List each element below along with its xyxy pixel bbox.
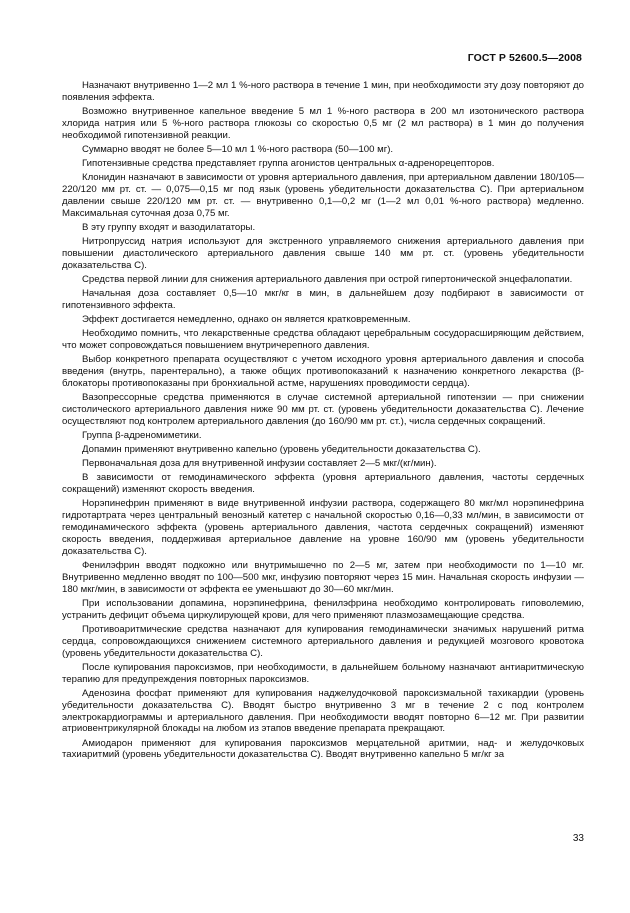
body-text bbox=[62, 80, 584, 764]
paragraph: В зависимости от гемодинамического эффекта (уровня артериального давления, частоты сердечных сокращений) изменяют скорость введения. bbox=[62, 472, 584, 496]
paragraph: Амиодарон применяют для купирования пароксизмов мерцательной аритмии, над- и желудочковых тахиаритмий (уровень убедительности доказательства С). Вводят внутривенно капельно 5 мг/кг за bbox=[62, 737, 584, 761]
paragraph: Первоначальная доза для внутривенной инфузии составляет 2—5 мкг/(кг/мин). bbox=[82, 458, 437, 470]
paragraph: Суммарно вводят не более 5—10 мл 1 %-ного раствора (50—100 мг). bbox=[82, 143, 394, 155]
paragraph: Выбор конкретного препарата осуществляют с учетом исходного уровня артериального давления и способа введения (внутрь, парентерально), а также общих противопоказаний к назначению конкретного лекарства (β-блокаторы противопоказаны при бронхиальной астме, нарушениях проводимости сердца). bbox=[62, 354, 584, 389]
page-number: 33 bbox=[572, 833, 584, 844]
paragraph: Средства первой линии для снижения артериального давления при острой гипертонической энцефалопатии. bbox=[82, 273, 573, 285]
paragraph: Группа β-адреномиметики. bbox=[82, 429, 202, 441]
paragraph: Назначают внутривенно 1—2 мл 1 %-ного раствора в течение 1 мин, при необходимости эту дозу повторяют до появления эффекта. bbox=[62, 80, 584, 103]
paragraph: Норэпинефрин применяют в виде внутривенной инфузии раствора, содержащего 80 мкг/мл норэпинефрина гидротартрата через центральный венозный катетер с начальной скоростью 0,16—0,33 мл/мин, в зависимости от гемодинамического эффекта (уровень артериального давления, частота сердечных сокращений) изменяют скорость введения, поддерживая артериальное давление на уровне 160/90 мм (уровень убедительности доказательства С). bbox=[62, 498, 584, 557]
paragraph: Вазопрессорные средства применяются в случае системной артериальной гипотензии — при снижении систолического артериального давления ниже 90 мм рт. ст. (уровень убедительности доказательства С). Лечение осуществляют под контролем артериального давления (до 160/90 мм рт. ст.), числа сердечных сокращений. bbox=[62, 392, 584, 427]
paragraph: В эту группу входят и вазодилататоры. bbox=[82, 221, 256, 233]
paragraph: После купирования пароксизмов, при необходимости, в дальнейшем больному назначают антиаритмическую терапию для предупреждения повторных пароксизмов. bbox=[62, 661, 584, 685]
paragraph: Гипотензивные средства представляет группа агонистов центральных α-адренорецепторов. bbox=[82, 158, 495, 169]
paragraph: Аденозина фосфат применяют для купирования наджелудочковой пароксизмальной тахикардии (уровень убедительности доказательства С). Вводят быстро внутривенно 3 мг в течение 2 с под контролем электрокардиограммы и артериального давления. При необходимости вводят повторно 6—12 мг. При развитии атриовентрикулярной блокады на любом из этапов введение препарата прекращают. bbox=[62, 687, 584, 735]
paragraph: Необходимо помнить, что лекарственные средства обладают церебральным сосудорасширяющим действием, что может сопровождаться повышением внутричерепного давления. bbox=[62, 328, 584, 351]
paragraph: Клонидин назначают в зависимости от уровня артериального давления, при артериальном давлении 180/105—220/120 мм рт. ст. — 0,075—0,15 мг под язык (уровень убедительности доказательства С). При артериальном давлении свыше 220/120 мм рт. ст. — внутривенно 0,1—0,2 мг (1—2 мл 0,01 %-ного раствора) медленно. Максимальная суточная доза 0,75 мг. bbox=[62, 172, 584, 219]
paragraph: Возможно внутривенное капельное введение 5 мл 1 %-ного раствора в 200 мл изотонического раствора хлорида натрия или 5 %-ного раствора глюкозы со скоростью 0,5 мг (2 мл раствора) в 1 мин до получения необходимой гипотензивной реакции. bbox=[62, 106, 584, 141]
paragraph: Допамин применяют внутривенно капельно (уровень убедительности доказательства С). bbox=[82, 444, 481, 455]
paragraph: Противоаритмические средства назначают для купирования гемодинамически значимых нарушений ритма сердца, сопровождающихся снижением системного артериального давления и редукцией мозгового кровотока (уровень убедительности доказательства С). bbox=[62, 623, 584, 659]
paragraph: При использовании допамина, норэпинефрина, фенилэфрина необходимо контролировать гиповолемию, устранить дефицит объема циркулирующей крови, для чего применяют плазмозамещающие средства. bbox=[62, 597, 584, 621]
paragraph: Нитропруссид натрия используют для экстренного управляемого снижения артериального давления при повышении диастолического артериального давления свыше 140 мм рт. ст. (уровень убедительности доказательства С). bbox=[62, 236, 584, 271]
paragraph: Начальная доза составляет 0,5—10 мкг/кг в мин, в дальнейшем дозу подбирают в зависимости от гипотензивного эффекта. bbox=[62, 288, 584, 311]
standard-header: ГОСТ Р 52600.5—2008 bbox=[467, 52, 582, 64]
paragraph: Фенилэфрин вводят подкожно или внутримышечно по 2—5 мг, затем при необходимости по 1—10 мг. Внутривенно медленно вводят по 100—500 мкг, инфузию повторяют через 15 мин. Начальная скорость инфузии — 180 мкг/мин, в зависимости от эффекта ее уменьшают до 30—60 мкг/мин. bbox=[62, 559, 584, 595]
paragraph: Эффект достигается немедленно, однако он является кратковременным. bbox=[82, 314, 411, 325]
